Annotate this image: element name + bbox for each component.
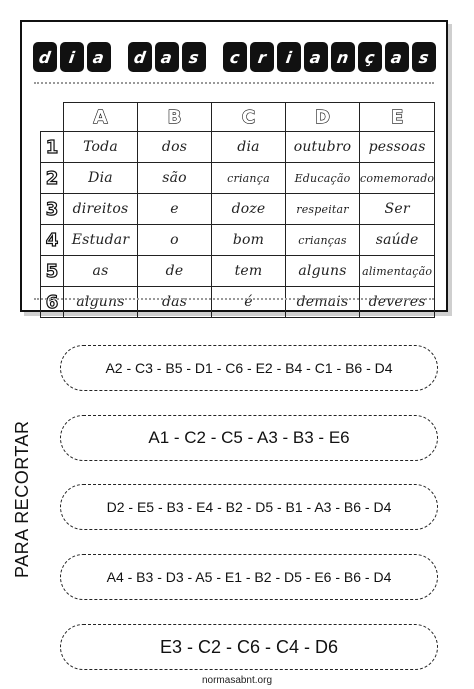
title-letter-tile bbox=[277, 42, 301, 72]
grid-cell: respeitar bbox=[286, 194, 360, 225]
title-letter: d bbox=[37, 47, 52, 67]
column-header: D bbox=[286, 103, 360, 132]
column-header: A bbox=[64, 103, 138, 132]
title-letter-tile bbox=[128, 42, 152, 72]
grid-cell: saúde bbox=[360, 225, 435, 256]
title-letter-tile bbox=[358, 42, 382, 72]
grid-cell: alguns bbox=[64, 287, 138, 318]
title-letter-tile bbox=[331, 42, 355, 72]
row-number: 1 bbox=[41, 132, 64, 163]
row-number: 2 bbox=[41, 163, 64, 194]
column-header: C bbox=[212, 103, 286, 132]
title-letter: d bbox=[132, 47, 147, 67]
grid-cell: são bbox=[138, 163, 212, 194]
grid-corner bbox=[41, 103, 64, 132]
word-grid bbox=[40, 102, 435, 318]
grid-cell: doze bbox=[212, 194, 286, 225]
grid-cell: de bbox=[138, 256, 212, 287]
cut-strip: A1 - C2 - C5 - A3 - B3 - E6 bbox=[60, 415, 438, 461]
row-number: 4 bbox=[41, 225, 64, 256]
grid-cell: deveres bbox=[360, 287, 435, 318]
grid-cell: pessoas bbox=[360, 132, 435, 163]
title-letter-tile bbox=[155, 42, 179, 72]
grid-cell: das bbox=[138, 287, 212, 318]
cut-strip: E3 - C2 - C6 - C4 - D6 bbox=[60, 624, 438, 670]
title-letter-tile bbox=[412, 42, 436, 72]
row-number: 6 bbox=[41, 287, 64, 318]
grid-cell: Educação bbox=[286, 163, 360, 194]
title-letter: i bbox=[67, 47, 76, 67]
card-dotted-divider bbox=[34, 82, 434, 84]
title-letter: n bbox=[335, 47, 350, 67]
title-letter-tile bbox=[60, 42, 84, 72]
title-letter-tile bbox=[223, 42, 247, 72]
grid-cell: Dia bbox=[64, 163, 138, 194]
table-row bbox=[41, 225, 435, 256]
grid-cell: crianças bbox=[286, 225, 360, 256]
cut-strip: A2 - C3 - B5 - D1 - C6 - E2 - B4 - C1 - B6 - D4 bbox=[60, 345, 438, 391]
title-letter-tile bbox=[304, 42, 328, 72]
table-row bbox=[41, 163, 435, 194]
grid-cell: dia bbox=[212, 132, 286, 163]
title-letter: a bbox=[389, 47, 404, 67]
grid-header-row bbox=[41, 103, 435, 132]
table-row bbox=[41, 194, 435, 225]
cut-out-label: PARA RECORTAR bbox=[12, 420, 32, 578]
table-row bbox=[41, 256, 435, 287]
grid-cell: alguns bbox=[286, 256, 360, 287]
grid-cell: dos bbox=[138, 132, 212, 163]
row-number: 3 bbox=[41, 194, 64, 225]
grid-cell: as bbox=[64, 256, 138, 287]
title-letter: a bbox=[159, 47, 174, 67]
title-letter: r bbox=[256, 47, 267, 67]
title-letter-tile bbox=[87, 42, 111, 72]
grid-cell: demais bbox=[286, 287, 360, 318]
grid-cell: Ser bbox=[360, 194, 435, 225]
title-letter: c bbox=[228, 47, 241, 67]
cut-strip: D2 - E5 - B3 - E4 - B2 - D5 - B1 - A3 - B6 - D4 bbox=[60, 484, 438, 530]
column-header: B bbox=[138, 103, 212, 132]
title-letter-tile bbox=[385, 42, 409, 72]
title-letter-tile bbox=[182, 42, 206, 72]
footer-site: normasabnt.org bbox=[201, 675, 273, 686]
worksheet-title bbox=[22, 42, 446, 72]
grid-cell: é bbox=[212, 287, 286, 318]
grid-cell: Estudar bbox=[64, 225, 138, 256]
title-letter: a bbox=[91, 47, 106, 67]
cut-strip: A4 - B3 - D3 - A5 - E1 - B2 - D5 - E6 - B6 - D4 bbox=[60, 554, 438, 600]
table-row bbox=[41, 132, 435, 163]
worksheet-card bbox=[20, 20, 448, 312]
card-dotted-divider bbox=[34, 298, 434, 300]
title-gap bbox=[209, 42, 220, 72]
title-letter: s bbox=[417, 47, 430, 67]
table-row bbox=[41, 287, 435, 318]
title-letter: a bbox=[308, 47, 323, 67]
grid-cell: criança bbox=[212, 163, 286, 194]
title-letter-tile bbox=[33, 42, 57, 72]
title-letter-tile bbox=[250, 42, 274, 72]
row-number: 5 bbox=[41, 256, 64, 287]
title-letter: ç bbox=[363, 47, 376, 67]
grid-cell: bom bbox=[212, 225, 286, 256]
column-header: E bbox=[360, 103, 435, 132]
grid-cell: outubro bbox=[286, 132, 360, 163]
grid-cell: o bbox=[138, 225, 212, 256]
title-gap bbox=[114, 42, 125, 72]
grid-cell: e bbox=[138, 194, 212, 225]
title-letter: s bbox=[187, 47, 200, 67]
grid-cell: direitos bbox=[64, 194, 138, 225]
grid-cell: alimentação bbox=[360, 256, 435, 287]
grid-cell: Toda bbox=[64, 132, 138, 163]
title-letter: i bbox=[284, 47, 293, 67]
grid-cell: tem bbox=[212, 256, 286, 287]
grid-cell: comemorado bbox=[360, 163, 435, 194]
